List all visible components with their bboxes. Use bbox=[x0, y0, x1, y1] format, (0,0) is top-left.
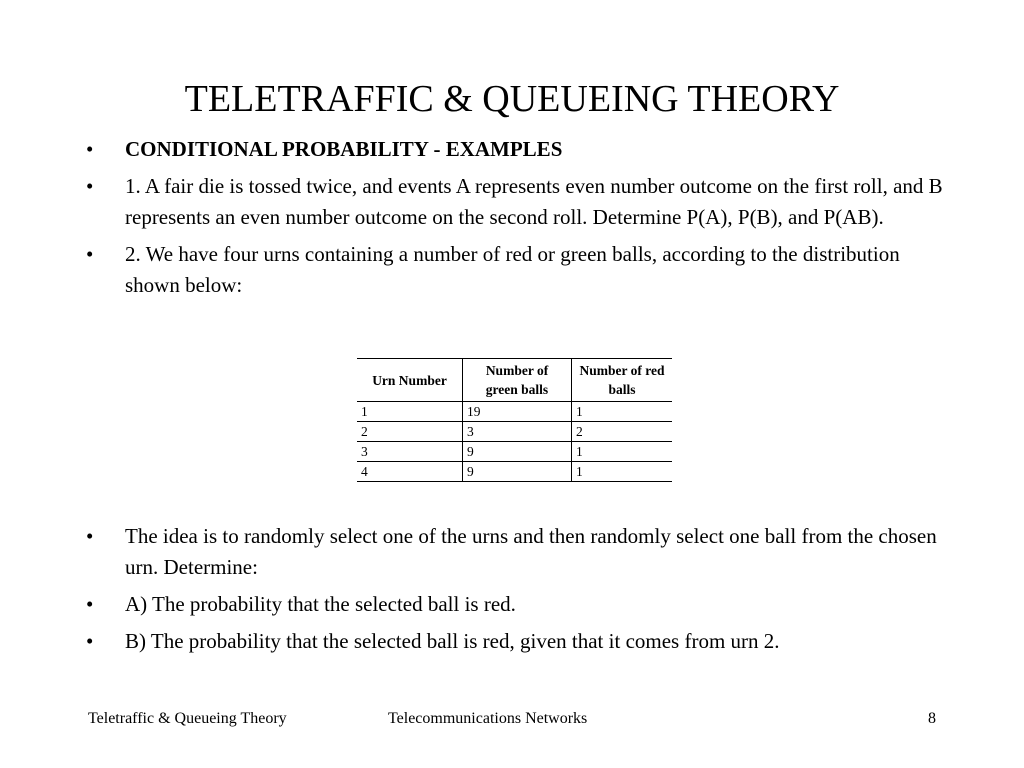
bullet-item-heading bbox=[86, 134, 946, 165]
cell-urn: 1 bbox=[357, 402, 463, 422]
cell-red: 1 bbox=[572, 462, 673, 482]
cell-red: 1 bbox=[572, 402, 673, 422]
question-a-text: A) The probability that the selected ball is red. bbox=[125, 592, 516, 616]
bullet-icon: • bbox=[86, 174, 94, 198]
cell-red: 1 bbox=[572, 442, 673, 462]
footer-course-title: Teletraffic & Queueing Theory bbox=[88, 710, 287, 727]
bullet-item-question-a bbox=[86, 589, 946, 620]
cell-urn: 4 bbox=[357, 462, 463, 482]
bullet-item-idea bbox=[86, 521, 946, 583]
question-b-text: B) The probability that the selected ball is red, given that it comes from urn 2. bbox=[125, 629, 780, 653]
table-row bbox=[357, 462, 672, 482]
bullet-list-top bbox=[86, 134, 946, 307]
cell-green: 19 bbox=[463, 402, 572, 422]
cell-green: 9 bbox=[463, 442, 572, 462]
footer-page-number: 8 bbox=[928, 710, 936, 727]
section-heading: CONDITIONAL PROBABILITY - EXAMPLES bbox=[125, 137, 563, 161]
slide-title: TELETRAFFIC & QUEUEING THEORY bbox=[184, 78, 840, 120]
footer-subject: Telecommunications Networks bbox=[388, 710, 588, 727]
bullet-item-example-1 bbox=[86, 171, 946, 233]
bullet-item-question-b bbox=[86, 626, 946, 657]
cell-green: 3 bbox=[463, 422, 572, 442]
bullet-icon: • bbox=[86, 524, 94, 548]
bullet-icon: • bbox=[86, 242, 94, 266]
header-red-balls: Number of red balls bbox=[572, 359, 673, 402]
bullet-icon: • bbox=[86, 137, 94, 161]
table-row bbox=[357, 422, 672, 442]
table-header-row bbox=[357, 359, 672, 402]
header-green-balls: Number of green balls bbox=[463, 359, 572, 402]
example-1-text: 1. A fair die is tossed twice, and events A represents even number outcome on the first roll, and B represents an even number outcome on the second roll. Determine P(A), P(B), and P(AB). bbox=[125, 174, 943, 229]
cell-urn: 2 bbox=[357, 422, 463, 442]
urn-distribution-table bbox=[357, 358, 672, 482]
example-2-text: 2. We have four urns containing a number of red or green balls, according to the distribution shown below: bbox=[125, 242, 900, 297]
header-urn-number: Urn Number bbox=[357, 359, 463, 402]
cell-green: 9 bbox=[463, 462, 572, 482]
table-row bbox=[357, 442, 672, 462]
bullet-icon: • bbox=[86, 592, 94, 616]
cell-red: 2 bbox=[572, 422, 673, 442]
bullet-list-bottom bbox=[86, 521, 946, 663]
bullet-item-example-2 bbox=[86, 239, 946, 301]
cell-urn: 3 bbox=[357, 442, 463, 462]
idea-text: The idea is to randomly select one of the urns and then randomly select one ball from the chosen urn. Determine: bbox=[125, 524, 937, 579]
table-row bbox=[357, 402, 672, 422]
bullet-icon: • bbox=[86, 629, 94, 653]
